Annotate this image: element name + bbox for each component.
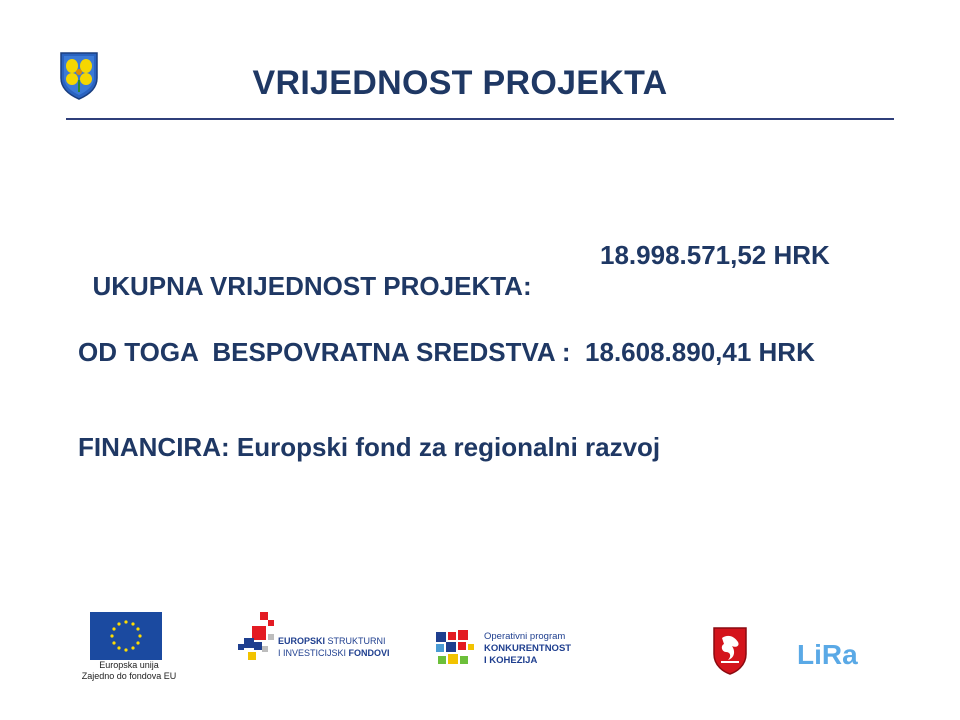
title-divider — [66, 118, 894, 120]
esif-logo — [234, 610, 404, 670]
grant-amount-row: OD TOGA BESPOVRATNA SREDSTVA : 18.608.890,41 HRK — [78, 337, 815, 367]
total-value-row — [78, 240, 830, 333]
op-konkurentnost-logo — [434, 628, 594, 678]
total-value-label: UKUPNA VRIJEDNOST PROJEKTA: — [92, 271, 532, 301]
op-text: Operativni program KONKURENTNOST I KOHEZIJA — [484, 631, 572, 666]
op-squares-icon — [434, 630, 478, 670]
page-title: VRIJEDNOST PROJEKTA — [252, 64, 668, 102]
footer-logos — [0, 608, 960, 698]
lira-logo — [795, 638, 873, 670]
esif-text: EUROPSKI STRUKTURNI I INVESTICIJSKI FONDOVI — [278, 636, 390, 658]
red-shield-icon — [712, 626, 748, 676]
eu-flag-icon — [90, 612, 162, 660]
eu-caption: Europska unija Zajedno do fondova EU — [81, 660, 177, 681]
total-value-amount: 18.998.571,52 HRK — [600, 240, 830, 270]
funding-source-row: FINANCIRA: Europski fond za regionalni razvoj — [78, 432, 661, 462]
lira-text: LiRa — [797, 639, 858, 670]
